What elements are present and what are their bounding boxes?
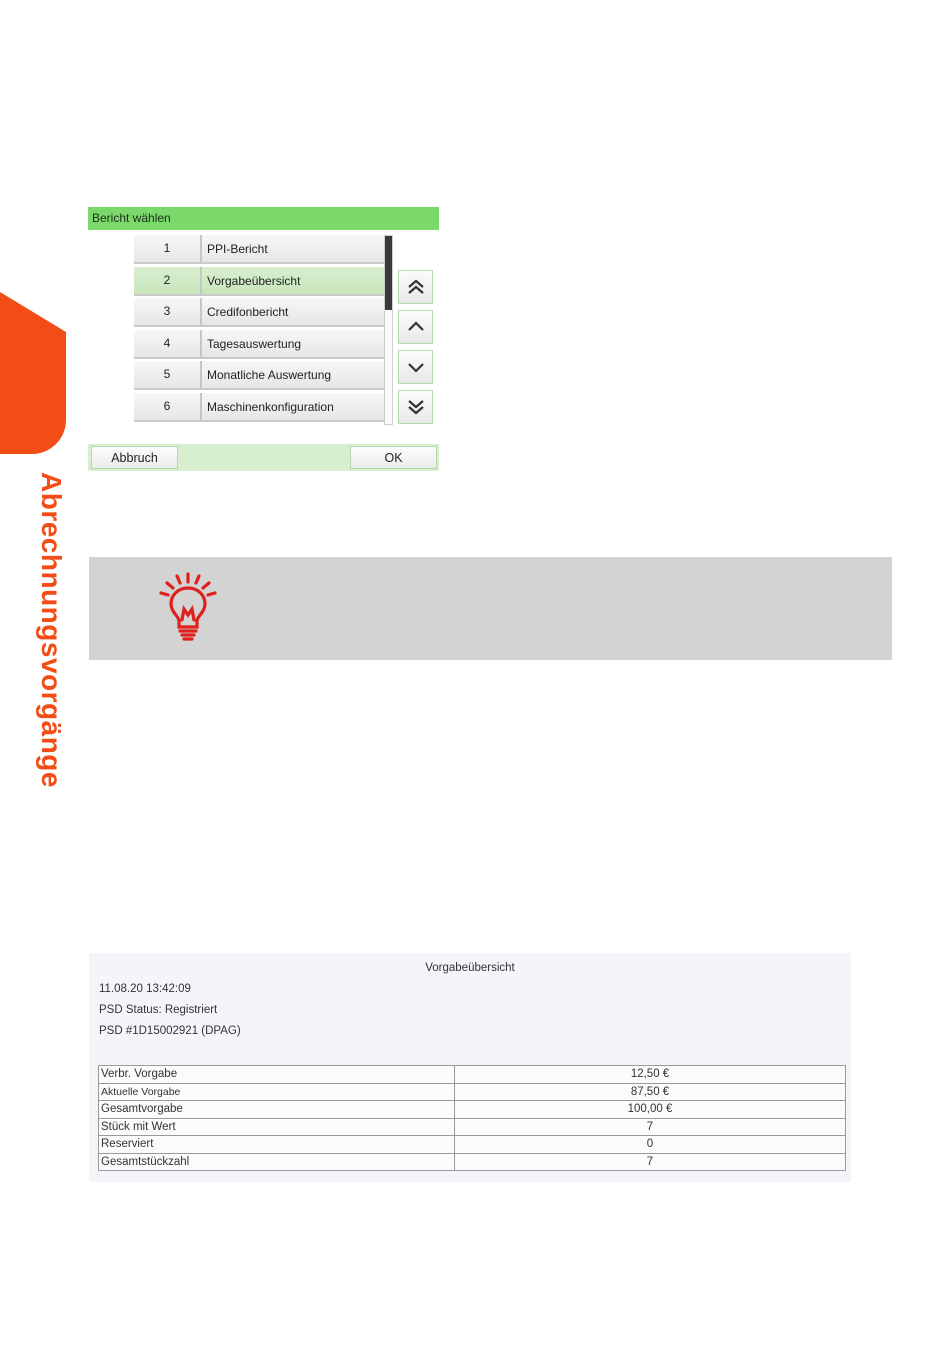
row-value: 87,50 € xyxy=(455,1083,846,1101)
item-label: PPI-Bericht xyxy=(207,242,268,256)
chapter-label: Abrechnungsvorgänge xyxy=(36,472,67,788)
chevron-up-icon xyxy=(406,317,426,337)
scroll-down-button[interactable] xyxy=(398,350,433,384)
side-tab-marker xyxy=(0,292,66,454)
scroll-up-button[interactable] xyxy=(398,310,433,344)
screen-footer xyxy=(88,444,439,471)
device-screen xyxy=(88,207,439,471)
chevron-down-icon xyxy=(406,357,426,377)
page-down-button[interactable] xyxy=(398,390,433,424)
row-label: Gesamtvorgabe xyxy=(99,1101,455,1119)
list-item-1[interactable] xyxy=(134,235,384,264)
item-number: 6 xyxy=(134,393,202,420)
row-value: 12,50 € xyxy=(455,1066,846,1084)
row-value: 0 xyxy=(455,1136,846,1154)
list-item-5[interactable] xyxy=(134,361,384,390)
report-psd: PSD #1D15002921 (DPAG) xyxy=(99,1025,241,1037)
table-row xyxy=(99,1153,846,1171)
table-row xyxy=(99,1083,846,1101)
row-label: Stück mit Wert xyxy=(99,1118,455,1136)
ok-button[interactable]: OK xyxy=(350,446,437,469)
tip-box xyxy=(89,557,892,660)
page-up-button[interactable] xyxy=(398,270,433,304)
row-label: Aktuelle Vorgabe xyxy=(99,1083,455,1101)
report-title: Vorgabeübersicht xyxy=(425,962,515,974)
lightbulb-icon xyxy=(153,571,223,643)
report-printout xyxy=(89,953,851,1182)
item-label: Maschinenkonfiguration xyxy=(207,399,334,414)
table-row xyxy=(99,1101,846,1119)
item-number: 4 xyxy=(134,330,202,357)
report-datetime: 11.08.20 13:42:09 xyxy=(99,983,191,995)
table-row xyxy=(99,1066,846,1084)
item-label: Vorgabeübersicht xyxy=(207,273,301,288)
row-value: 7 xyxy=(455,1118,846,1136)
report-status: PSD Status: Registriert xyxy=(99,1004,218,1016)
cancel-button[interactable]: Abbruch xyxy=(91,446,178,469)
scrollbar[interactable] xyxy=(384,235,393,425)
row-label: Reserviert xyxy=(99,1136,455,1154)
item-label: Monatliche Auswertung xyxy=(207,368,332,383)
report-table xyxy=(98,1065,846,1171)
double-chevron-up-icon xyxy=(406,277,426,297)
list-item-3[interactable] xyxy=(134,298,384,327)
list-item-2[interactable] xyxy=(134,267,384,296)
report-list xyxy=(134,235,384,425)
row-label: Verbr. Vorgabe xyxy=(99,1066,455,1084)
item-number: 3 xyxy=(134,298,202,325)
item-number: 1 xyxy=(134,235,202,262)
item-number: 5 xyxy=(134,361,202,388)
list-item-4[interactable] xyxy=(134,330,384,359)
row-value: 7 xyxy=(455,1153,846,1171)
scrollbar-thumb[interactable] xyxy=(385,236,392,310)
row-label: Gesamtstückzahl xyxy=(99,1153,455,1171)
table-row xyxy=(99,1136,846,1154)
item-number: 2 xyxy=(134,267,202,294)
screen-title: Bericht wählen xyxy=(88,207,439,230)
table-row xyxy=(99,1118,846,1136)
row-value: 100,00 € xyxy=(455,1101,846,1119)
item-label: Tagesauswertung xyxy=(207,336,302,351)
double-chevron-down-icon xyxy=(406,397,426,417)
item-label: Credifonbericht xyxy=(207,305,289,320)
list-item-6[interactable] xyxy=(134,393,384,422)
